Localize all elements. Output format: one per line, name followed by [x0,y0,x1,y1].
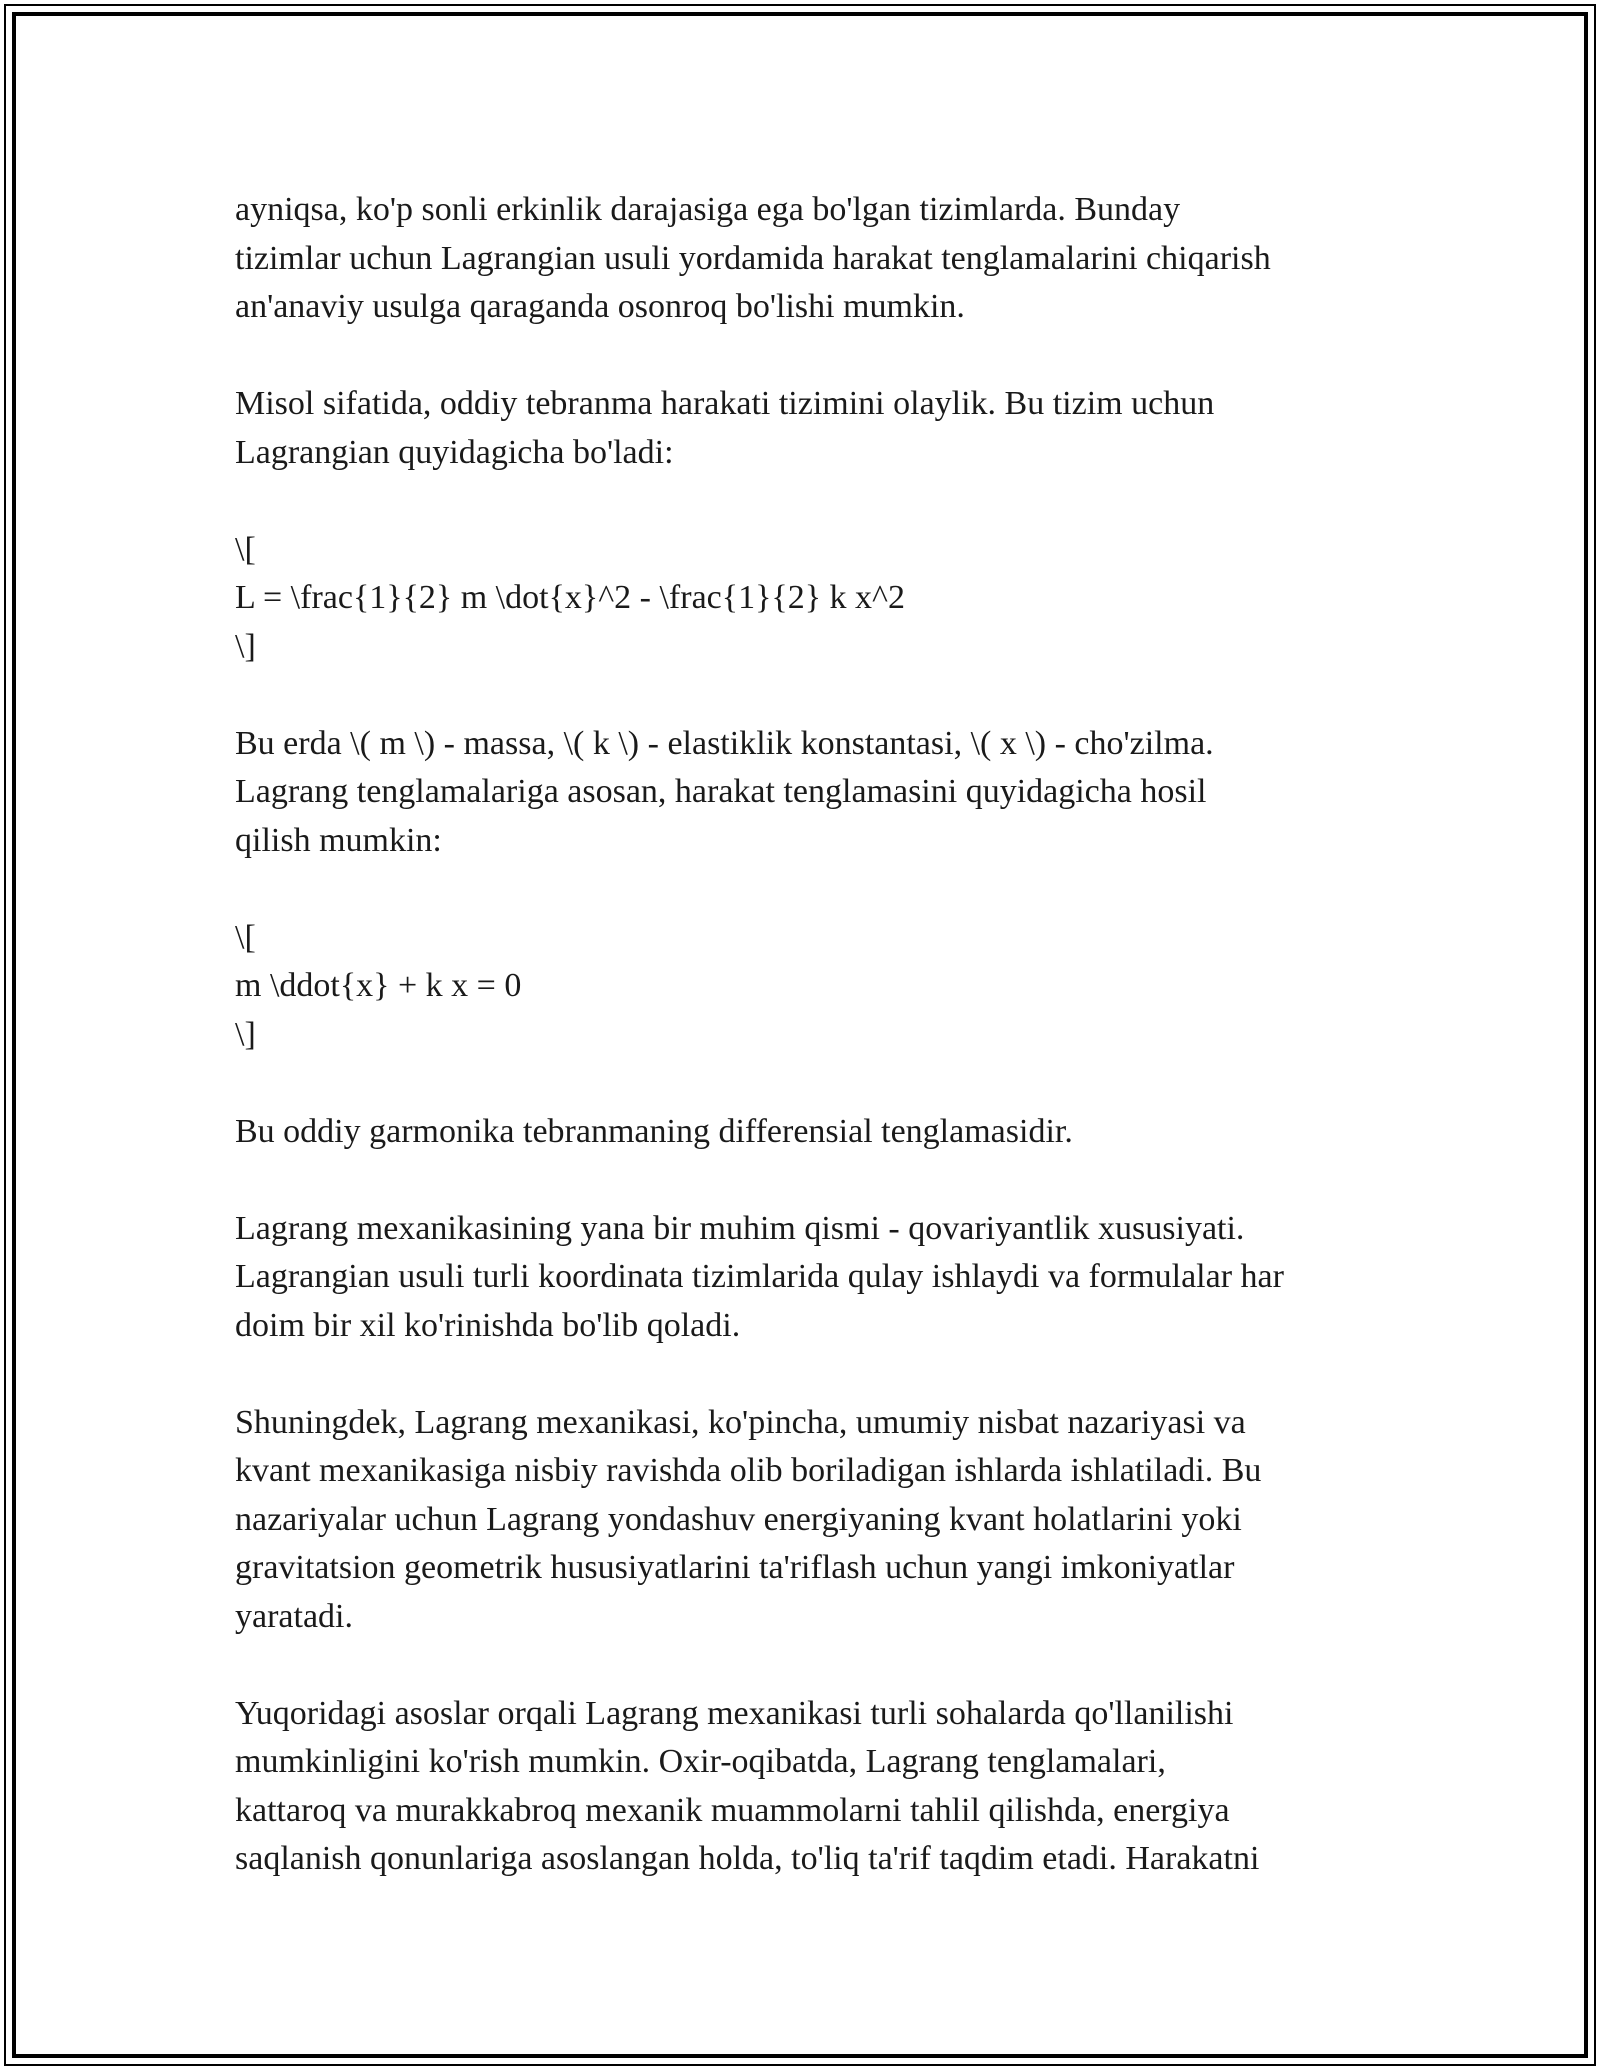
paragraph-intro-continuation: ayniqsa, ko'p sonli erkinlik darajasiga ega bo'lgan tizimlarda. Bunday tizimlar uchun Lagrangian usuli yordamida harakat tenglamalarini chiqarish an'anaviy usulga qaraganda osonroq bo'lishi mumkin. [235,191,1271,325]
paragraph-covariance: Lagrang mexanikasining yana bir muhim qismi - qovariyantlik xususiyati. Lagrangian usuli turli koordinata tizimlarida qulay ishlaydi va formulalar har doim bir xil ko'rinishda bo'lib qoladi. [235,1209,1284,1344]
paragraph-example-intro: Misol sifatida, oddiy tebranma harakati tizimini olaylik. Bu tizim uchun Lagrangian quyidagicha bo'ladi: [235,385,1215,471]
document-body [235,186,1375,1884]
paragraph-applications: Shuningdek, Lagrang mexanikasi, ko'pincha, umumiy nisbat nazariyasi va kvant mexanikasiga nisbiy ravishda olib boriladigan ishlarda ishlatiladi. Bu nazariyalar uchun Lagrang yondashuv energiyaning kvant holatlarini yoki gravitatsion geometrik hususiyatlarini ta'riflash uchun yangi imkoniyatlar yaratadi. [235,1403,1262,1635]
paragraph-conclusion: Yuqoridagi asoslar orqali Lagrang mexanikasi turli sohalarda qo'llanilishi mumkinligini ko'rish mumkin. Oxir-oqibatda, Lagrang tenglamalari, kattaroq va murakkabroq mexanik muammolarni tahlil qilishda, energiya saqlanish qonunlariga asoslangan holda, to'liq ta'rif taqdim etadi. Harakatni [235,1694,1260,1877]
equation-lagrangian: \[ L = \frac{1}{2} m \dot{x}^2 - \frac{1}{2} k x^2 \] [235,530,905,665]
paragraph-variables: Bu erda \( m \) - massa, \( k \) - elastiklik konstantasi, \( x \) - cho'zilma. Lagrang tenglamalariga asosan, harakat tenglamasini quyidagicha hosil qilish mumkin: [235,724,1214,859]
equation-motion: \[ m \ddot{x} + k x = 0 \] [235,918,522,1053]
paragraph-harmonic: Bu oddiy garmonika tebranmaning differensial tenglamasidir. [235,1112,1073,1150]
